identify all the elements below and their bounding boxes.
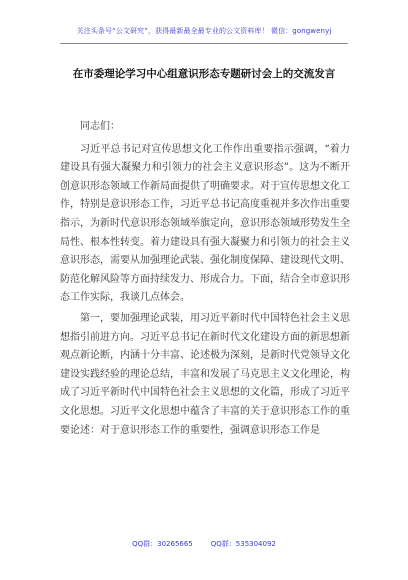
document-body (60, 118, 350, 440)
header-divider (60, 43, 348, 44)
header-promo-note: 关注头条号“公文研究”，获得最新最全最专业的公文资料库！ 微信：gongwenyj (76, 27, 332, 35)
footer-qq-groups (0, 539, 408, 549)
document-title: 在市委理论学习中心组意识形态专题研讨会上的交流发言 (72, 68, 336, 80)
paragraph-2: 第一，要加强理论武装，用习近平新时代中国特色社会主义思想指引前进方向。习近平总书记在新时代文化建设方面的新思想新观点新论断，内涵十分丰富、论述极为深刻，是新时代党领导文化建设实践经验的理论总结，丰富和发展了马克思主义文化理论，构成了习近平新时代中国特色社会主义思想的文化篇，形成了习近平文化思想。习近平文化思想中蕴含了丰富的关于意识形态工作的重要论述：对于意识形态工作的重要性，强调意识形态工作是 (60, 312, 350, 436)
paragraph-1: 习近平总书记对宣传思想文化工作作出重要指示强调，“着力建设具有强大凝聚力和引领力的社会主义意识形态”。这为不断开创意识形态领域工作新局面提供了明确要求。对于宣传思想文化工作，特别是意识形态工作，习近平总书记高度重视并多次作出重要指示，为新时代意识形态领域举旗定向，意识形态领域形势发生全局性、根本性转变。着力建设具有强大凝聚力和引领力的社会主义意识形态，需要从加强理论武装、强化制度保障、建设现代文明、防范化解风险等方面持续发力、形成合力。下面，结合全市意识形态工作实际，我谈几点体会。 (60, 143, 350, 304)
footer-qq-group-1: QQ群：30265665 (132, 540, 193, 548)
greeting: 同志们： (80, 121, 120, 132)
footer-qq-group-2: QQ群：535304092 (210, 540, 276, 548)
